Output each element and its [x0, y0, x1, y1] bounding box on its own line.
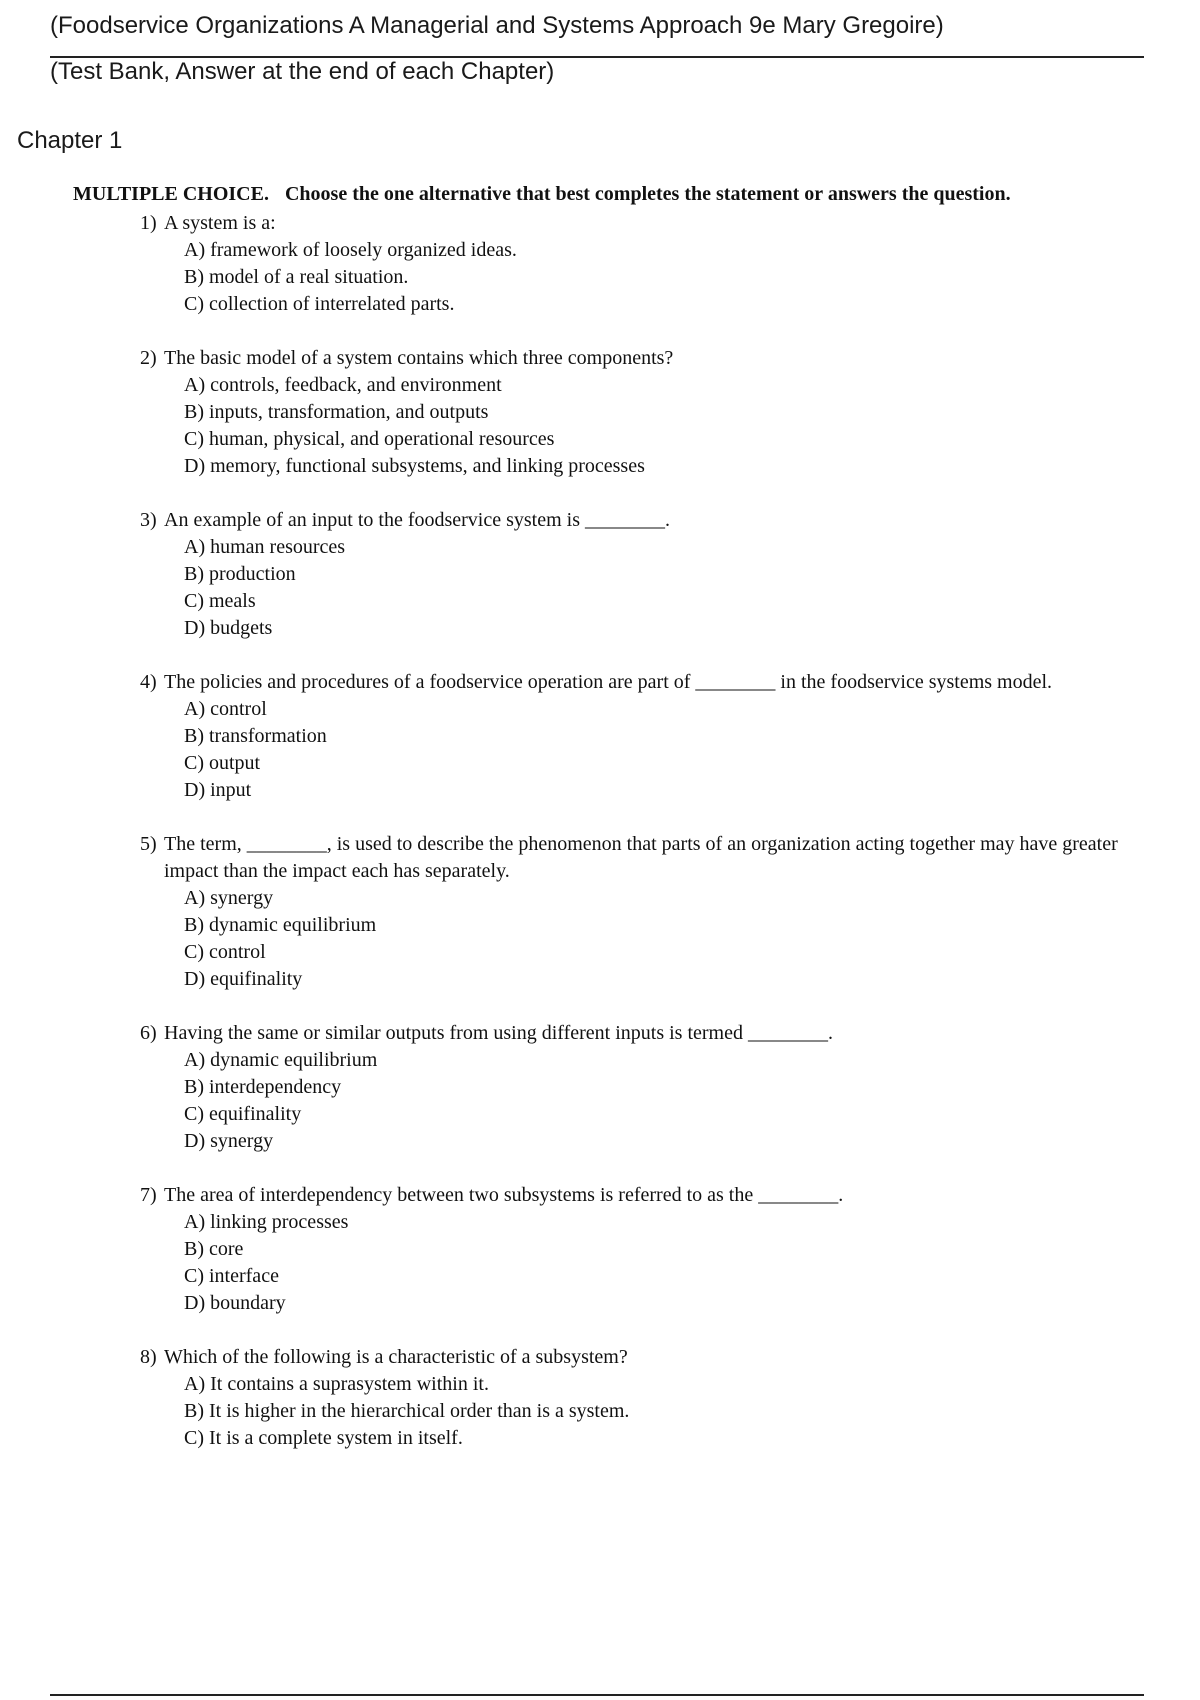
- answer-option: C) It is a complete system in itself.: [184, 1427, 463, 1449]
- answer-option: A) framework of loosely organized ideas.: [184, 239, 517, 261]
- answer-option: A) linking processes: [184, 1211, 349, 1233]
- question-list: [140, 210, 1150, 1479]
- answer-option: B) core: [184, 1238, 244, 1260]
- question-8: [140, 1344, 1150, 1452]
- question-number: 7): [140, 1184, 157, 1206]
- footer-divider: [50, 1694, 1144, 1696]
- answer-option: C) meals: [184, 590, 256, 612]
- question-3: [140, 507, 1150, 642]
- answer-option: C) human, physical, and operational resources: [184, 428, 555, 450]
- answer-option: B) transformation: [184, 725, 327, 747]
- question-text: Which of the following is a characteristic of a subsystem?: [164, 1346, 628, 1368]
- answer-option: C) collection of interrelated parts.: [184, 293, 455, 315]
- question-number: 4): [140, 671, 157, 693]
- question-text: The policies and procedures of a foodservice operation are part of ________ in the foodservice systems model.: [164, 671, 1053, 693]
- answer-option: D) budgets: [184, 617, 273, 639]
- question-7: [140, 1182, 1150, 1317]
- question-1: [140, 210, 1150, 318]
- question-number: 1): [140, 212, 157, 234]
- question-2: [140, 345, 1150, 480]
- answer-option: B) model of a real situation.: [184, 266, 409, 288]
- answer-option: A) controls, feedback, and environment: [184, 374, 502, 396]
- section-instructions: Choose the one alternative that best completes the statement or answers the question.: [284, 183, 1011, 205]
- question-text: Having the same or similar outputs from using different inputs is termed ________.: [164, 1022, 833, 1044]
- answer-option: B) interdependency: [184, 1076, 342, 1098]
- answer-option: A) human resources: [184, 536, 346, 558]
- question-number: 3): [140, 509, 157, 531]
- question-text: The basic model of a system contains which three components?: [164, 347, 674, 369]
- answer-option: B) production: [184, 563, 296, 585]
- answer-option: D) memory, functional subsystems, and linking processes: [184, 455, 645, 477]
- answer-option: C) output: [184, 752, 261, 774]
- answer-option: D) synergy: [184, 1130, 274, 1152]
- question-number: 5): [140, 833, 157, 855]
- section-header: [73, 183, 1153, 206]
- answer-option: A) control: [184, 698, 267, 720]
- answer-option: A) It contains a suprasystem within it.: [184, 1373, 489, 1395]
- question-5: [140, 831, 1150, 993]
- document-subtitle: (Test Bank, Answer at the end of each Chapter): [50, 58, 555, 85]
- question-number: 6): [140, 1022, 157, 1044]
- answer-option: C) control: [184, 941, 266, 963]
- answer-option: B) It is higher in the hierarchical order than is a system.: [184, 1400, 630, 1422]
- section-label: MULTIPLE CHOICE.: [73, 183, 269, 205]
- question-number: 8): [140, 1346, 157, 1368]
- answer-option: D) boundary: [184, 1292, 286, 1314]
- question-text: A system is a:: [164, 212, 276, 234]
- answer-option: C) interface: [184, 1265, 279, 1287]
- question-text: An example of an input to the foodservice system is ________.: [164, 509, 671, 531]
- answer-option: B) dynamic equilibrium: [184, 914, 377, 936]
- question-text: The term, ________, is used to describe the phenomenon that parts of an organization acting together may have greater impact than the impact each has separately.: [164, 833, 1118, 882]
- answer-option: A) dynamic equilibrium: [184, 1049, 378, 1071]
- chapter-title: Chapter 1: [17, 127, 123, 154]
- question-text: The area of interdependency between two subsystems is referred to as the ________.: [164, 1184, 844, 1206]
- answer-option: D) input: [184, 779, 252, 801]
- answer-option: B) inputs, transformation, and outputs: [184, 401, 489, 423]
- question-4: [140, 669, 1150, 804]
- question-number: 2): [140, 347, 157, 369]
- answer-option: C) equifinality: [184, 1103, 302, 1125]
- answer-option: A) synergy: [184, 887, 274, 909]
- document-title: (Foodservice Organizations A Managerial and Systems Approach 9e Mary Gregoire): [50, 12, 944, 39]
- answer-option: D) equifinality: [184, 968, 303, 990]
- question-6: [140, 1020, 1150, 1155]
